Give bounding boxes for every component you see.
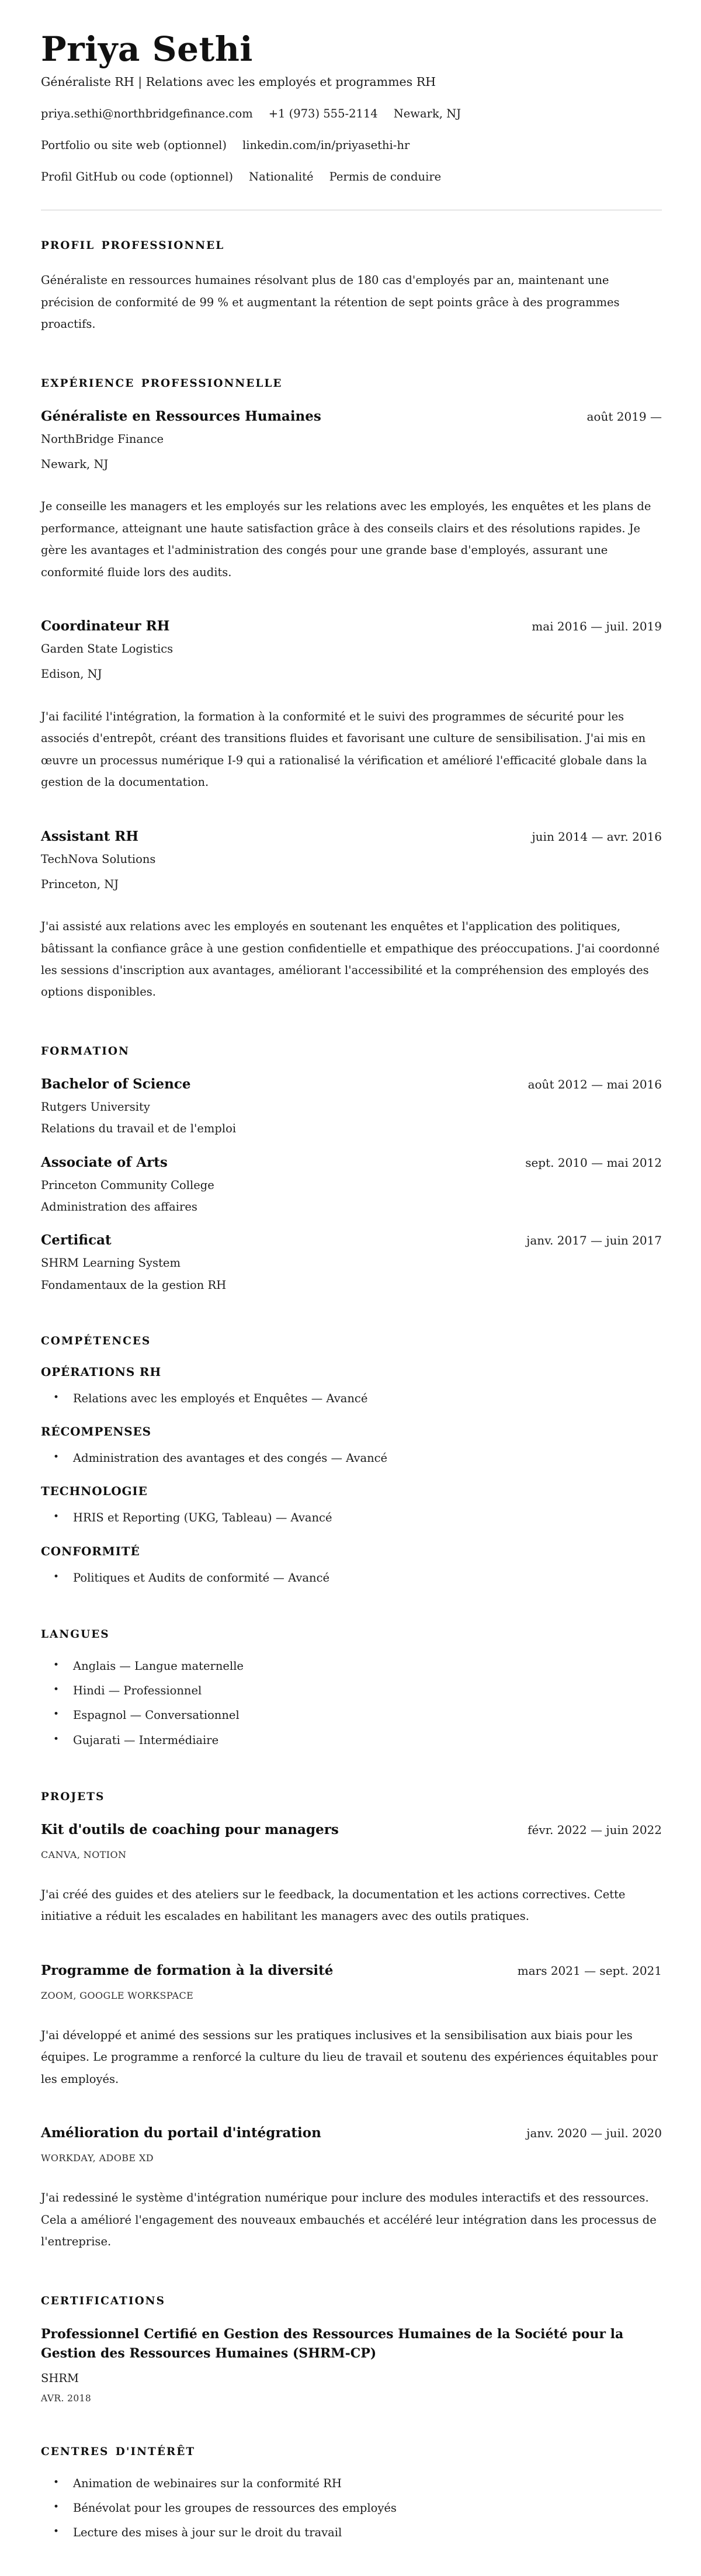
section-skills: [41, 1335, 662, 1586]
field-of-study: Fondamentaux de la gestion RH: [41, 1278, 227, 1292]
profile-text: Généraliste en ressources humaines résolvant plus de 180 cas d'employés par an, maintenant une précision de conformité de 99 % et augmentant la rétention de sept points grâce à des programmes proactifs.: [41, 273, 620, 331]
job-entry: [41, 617, 662, 793]
skill-category: OPÉRATIONS RH: [41, 1364, 162, 1379]
section-interests: [41, 2446, 662, 2542]
email-text: priya.sethi@northbridgefinance.com: [41, 107, 253, 121]
education-date: sept. 2010 — mai 2012: [525, 1155, 662, 1170]
project-tools: CANVA, NOTION: [41, 1849, 127, 1861]
skill-category: CONFORMITÉ: [41, 1544, 140, 1558]
driving-license-placeholder: Permis de conduire: [329, 170, 442, 184]
job-entry-head: [41, 827, 662, 845]
section-experience: [41, 377, 662, 1003]
job-entry-head: [41, 407, 662, 425]
portfolio-placeholder: Portfolio ou site web (optionnel): [41, 138, 227, 152]
degree-title: Associate of Arts: [41, 1154, 168, 1170]
skill-item: • HRIS et Reporting (UKG, Tableau) — Avancé: [41, 1510, 662, 1526]
project-description: J'ai redessiné le système d'intégration numérique pour inclure des modules interactifs et des ressources. Cela a amélioré l'engagement des nouveaux embauchés et accéléré leur intégration dans les processus de l'entreprise.: [41, 2191, 657, 2249]
job-title: Assistant RH: [41, 828, 139, 844]
skill-list: [41, 1391, 662, 1407]
certification-title: Professionnel Certifié en Gestion des Ressources Humaines de la Société pour la Gestion des Ressources Humaines (SHRM-CP): [41, 2326, 624, 2361]
project-entry: [41, 1961, 662, 2090]
location-text: Newark, NJ: [393, 107, 461, 121]
certification-entry: [41, 2325, 662, 2404]
education-heading: FORMATION: [41, 1045, 130, 1058]
contact-row-1: [41, 107, 662, 120]
job-company: TechNova Solutions: [41, 852, 156, 866]
education-entry: [41, 1075, 662, 1137]
job-date: mai 2016 — juil. 2019: [532, 619, 662, 634]
skill-group: [41, 1365, 662, 1407]
skill-category: RÉCOMPENSES: [41, 1424, 151, 1439]
experience-heading: EXPÉRIENCE PROFESSIONNELLE: [41, 377, 283, 390]
project-entry-head: [41, 1821, 662, 1839]
skills-heading: COMPÉTENCES: [41, 1334, 151, 1347]
skill-list: [41, 1510, 662, 1526]
job-date: août 2019 —: [587, 409, 662, 424]
phone-text: +1 (973) 555-2114: [268, 107, 378, 121]
education-date: janv. 2017 — juin 2017: [526, 1233, 662, 1248]
field-of-study: Relations du travail et de l'emploi: [41, 1122, 237, 1136]
language-list: [41, 1658, 662, 1749]
interest-list: [41, 2476, 662, 2542]
project-entry: [41, 2124, 662, 2252]
github-placeholder: Profil GitHub ou code (optionnel): [41, 170, 234, 184]
job-description: J'ai facilité l'intégration, la formation à la conformité et le suivi des programmes de sécurité pour les associés d'entrepôt, créant des transitions fluides et favorisant une culture de sensibilisation. J'ai mis en œuvre un processus numérique I-9 qui a rationalisé la vérification et amélioré l'efficacité globale dans la gestion de la documentation.: [41, 709, 647, 789]
job-date: juin 2014 — avr. 2016: [532, 829, 662, 844]
section-projects: [41, 1791, 662, 2253]
nationality-placeholder: Nationalité: [249, 170, 314, 184]
interest-item: • Bénévolat pour les groupes de ressources des employés: [41, 2500, 662, 2516]
person-name: Priya Sethi: [41, 29, 253, 69]
job-company: NorthBridge Finance: [41, 432, 164, 446]
job-description: Je conseille les managers et les employés sur les relations avec les employés, les enquêtes et les plans de performance, atteignant une haute satisfaction grâce à des conseils clairs et des résolutions rapides. Je gère les avantages et l'administration des congés pour une grande base d'employés, assurant une conformité fluide lors des audits.: [41, 500, 651, 579]
skill-group: [41, 1484, 662, 1526]
project-date: janv. 2020 — juil. 2020: [526, 2126, 662, 2141]
job-location: Princeton, NJ: [41, 877, 119, 891]
projects-heading: PROJETS: [41, 1790, 105, 1803]
skill-list: [41, 1450, 662, 1466]
certification-date: AVR. 2018: [41, 2393, 92, 2404]
job-title: Généraliste en Ressources Humaines: [41, 408, 321, 424]
skill-group: [41, 1544, 662, 1586]
skill-item: • Politiques et Audits de conformité — Avancé: [41, 1570, 662, 1586]
skill-item: • Relations avec les employés et Enquêtes — Avancé: [41, 1391, 662, 1407]
skill-category: TECHNOLOGIE: [41, 1484, 148, 1499]
skill-group: [41, 1424, 662, 1466]
job-entry: [41, 407, 662, 583]
job-entry: [41, 827, 662, 1003]
interests-heading: CENTRES D'INTÉRÊT: [41, 2445, 196, 2458]
job-location: Newark, NJ: [41, 457, 109, 471]
education-date: août 2012 — mai 2016: [528, 1077, 662, 1091]
project-entry: [41, 1821, 662, 1927]
project-description: J'ai créé des guides et des ateliers sur le feedback, la documentation et les actions correctives. Cette initiative a réduit les escalades en habilitant les managers avec des outils pratiques.: [41, 1888, 626, 1923]
section-profile: [41, 240, 662, 335]
education-entry: [41, 1153, 662, 1215]
education-entry-head: [41, 1075, 662, 1093]
project-description: J'ai développé et animé des sessions sur les pratiques inclusives et la sensibilisation aux biais pour les équipes. Le programme a renforcé la culture du lieu de travail et soutenu des expériences équitables pour les employés.: [41, 2028, 658, 2086]
project-title: Programme de formation à la diversité: [41, 1962, 334, 1978]
resume-header: [41, 29, 662, 183]
project-tools: WORKDAY, ADOBE XD: [41, 2152, 154, 2164]
project-date: févr. 2022 — juin 2022: [528, 1822, 662, 1837]
job-entry-head: [41, 617, 662, 635]
profile-heading: PROFIL PROFESSIONNEL: [41, 240, 225, 252]
school-name: Princeton Community College: [41, 1178, 214, 1192]
section-certifications: [41, 2295, 662, 2404]
field-of-study: Administration des affaires: [41, 1199, 197, 1214]
degree-title: Certificat: [41, 1232, 112, 1249]
education-entry-head: [41, 1231, 662, 1249]
section-education: [41, 1045, 662, 1293]
contact-row-3: [41, 170, 662, 183]
language-item: • Hindi — Professionnel: [41, 1683, 662, 1699]
job-title: Coordinateur RH: [41, 618, 170, 635]
project-entry-head: [41, 1961, 662, 1979]
school-name: Rutgers University: [41, 1100, 150, 1114]
section-languages: [41, 1628, 662, 1749]
skill-item: • Administration des avantages et des congés — Avancé: [41, 1450, 662, 1466]
interest-item: • Lecture des mises à jour sur le droit du travail: [41, 2525, 662, 2541]
linkedin-text: linkedin.com/in/priyasethi-hr: [242, 138, 410, 152]
project-title: Amélioration du portail d'intégration: [41, 2125, 321, 2141]
skill-list: [41, 1570, 662, 1586]
job-description: J'ai assisté aux relations avec les employés en soutenant les enquêtes et l'application des politiques, bâtissant la confiance grâce à une gestion confidentielle et empathique des préoccupations. J'ai coordonné les sessions d'inscription aux avantages, améliorant l'accessibilité et la compréhension des employés des options disponibles.: [41, 920, 660, 999]
project-entry-head: [41, 2124, 662, 2142]
language-item: • Gujarati — Intermédiaire: [41, 1732, 662, 1749]
school-name: SHRM Learning System: [41, 1256, 181, 1270]
project-title: Kit d'outils de coaching pour managers: [41, 1821, 339, 1837]
project-tools: ZOOM, GOOGLE WORKSPACE: [41, 1989, 194, 2001]
contact-row-2: [41, 138, 662, 152]
project-date: mars 2021 — sept. 2021: [517, 1963, 662, 1978]
degree-title: Bachelor of Science: [41, 1076, 191, 1092]
job-location: Edison, NJ: [41, 667, 102, 681]
interest-item: • Animation de webinaires sur la conformité RH: [41, 2476, 662, 2492]
language-item: • Espagnol — Conversationnel: [41, 1707, 662, 1724]
education-entry-head: [41, 1153, 662, 1171]
certification-issuer: SHRM: [41, 2371, 79, 2385]
certifications-heading: CERTIFICATIONS: [41, 2294, 165, 2307]
education-entry: [41, 1231, 662, 1293]
person-headline: Généraliste RH | Relations avec les employés et programmes RH: [41, 75, 436, 89]
languages-heading: LANGUES: [41, 1628, 110, 1641]
job-company: Garden State Logistics: [41, 642, 173, 656]
language-item: • Anglais — Langue maternelle: [41, 1658, 662, 1674]
